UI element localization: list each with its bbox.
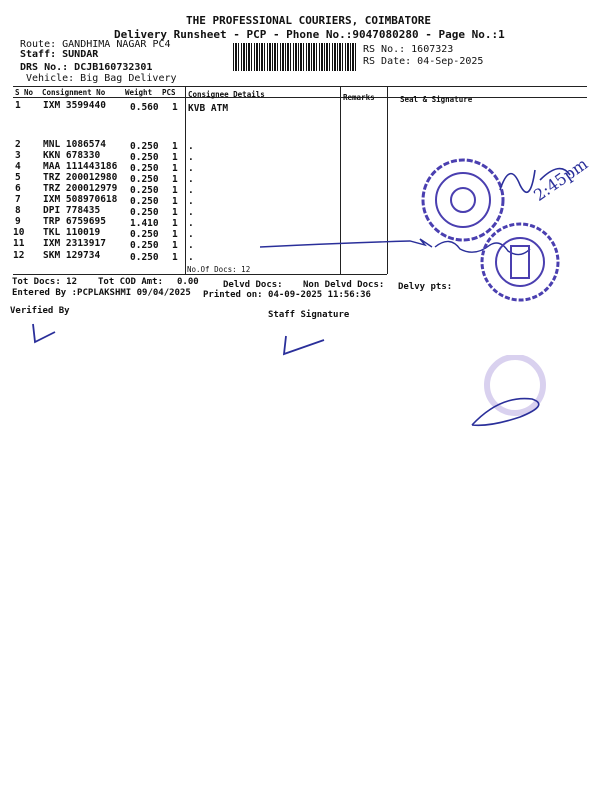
delvy-pts: Delvy pts: (398, 282, 453, 292)
row-details: . (188, 240, 194, 251)
row-pcs: 1 (172, 229, 178, 240)
table-header-border (13, 97, 587, 98)
row-sno: 3 (15, 150, 21, 161)
row-details: . (188, 141, 194, 152)
row-weight: 0.250 (130, 174, 159, 185)
row-sno: 4 (15, 161, 21, 172)
row-pcs: 1 (172, 196, 178, 207)
route-label: Route: GANDHIMA NAGAR PC4 (20, 39, 171, 50)
row-details: . (188, 185, 194, 196)
row-weight: 0.250 (130, 152, 159, 163)
company-name: THE PROFESSIONAL COURIERS, COIMBATORE (186, 14, 432, 27)
row-weight: 0.250 (130, 163, 159, 174)
row-sno: 7 (15, 194, 21, 205)
row-pcs: 1 (172, 102, 178, 113)
col-pcs: PCS (162, 88, 176, 97)
handwritten-time: 2:45pm (530, 154, 592, 205)
row-sno: 12 (13, 250, 25, 261)
row-pcs: 1 (172, 174, 178, 185)
row-pcs: 1 (172, 141, 178, 152)
row-consignment: IXM 508970618 (43, 194, 118, 205)
col-consignment: Consignment No (42, 88, 106, 97)
row-pcs: 1 (172, 240, 178, 251)
row-consignment: KKN 678330 (43, 150, 101, 161)
entered-by: Entered By :PCPLAKSHMI 09/04/2025 (12, 288, 191, 298)
tot-docs: Tot Docs: 12 (12, 277, 78, 287)
col-sno: S No (15, 88, 34, 97)
delvd-docs: Delvd Docs: (223, 280, 283, 290)
no-of-docs: No.Of Docs: 12 (187, 265, 251, 274)
row-consignment: IXM 2313917 (43, 238, 106, 249)
row-weight: 1.410 (130, 218, 159, 229)
barcode (233, 43, 358, 71)
rs-date: RS Date: 04-Sep-2025 (363, 56, 484, 67)
vehicle-label: Vehicle: Big Bag Delivery (26, 73, 177, 84)
tot-cod-value: 0.00 (177, 277, 199, 287)
row-sno: 8 (15, 205, 21, 216)
drs-label: DRS No.: DCJB160732301 (20, 62, 153, 73)
row-sno: 6 (15, 183, 21, 194)
row-consignment: MAA 111443186 (43, 161, 118, 172)
row-weight: 0.560 (130, 102, 159, 113)
row-weight: 0.250 (130, 141, 159, 152)
staff-signature-label: Staff Signature (268, 310, 350, 320)
row-details: KVB ATM (188, 103, 229, 114)
row-sno: 10 (13, 227, 25, 238)
row-pcs: 1 (172, 207, 178, 218)
table-top-border (13, 86, 587, 87)
row-consignment: SKM 129734 (43, 250, 101, 261)
row-weight: 0.250 (130, 196, 159, 207)
rs-number: RS No.: 1607323 (363, 44, 454, 55)
row-details: . (188, 174, 194, 185)
verified-by: Verified By (10, 306, 70, 316)
verified-tick-mark (25, 320, 65, 350)
row-pcs: 1 (172, 185, 178, 196)
staff-label: Staff: SUNDAR (20, 49, 99, 60)
row-weight: 0.250 (130, 207, 159, 218)
col-weight: Weight (125, 88, 153, 97)
row-consignment: TKL 110019 (43, 227, 101, 238)
row-weight: 0.250 (130, 185, 159, 196)
row-consignment: TRZ 200012979 (43, 183, 118, 194)
seal-stamp (478, 220, 563, 305)
row-pcs: 1 (172, 152, 178, 163)
row-weight: 0.250 (130, 240, 159, 251)
row-consignment: TRZ 200012980 (43, 172, 118, 183)
row-sno: 1 (15, 100, 21, 111)
row-details: . (188, 229, 194, 240)
row-details: . (188, 163, 194, 174)
printed-on: Printed on: 04-09-2025 11:56:36 (203, 290, 371, 300)
row-sno: 2 (15, 139, 21, 150)
row-details: . (188, 152, 194, 163)
row-consignment: TRP 6759695 (43, 216, 106, 227)
col-seal-signature: Seal & Signature (400, 95, 473, 104)
tot-cod-amt: Tot COD Amt: (98, 277, 164, 287)
row-pcs: 1 (172, 163, 178, 174)
row-details: . (188, 196, 194, 207)
non-delvd-docs: Non Delvd Docs: (303, 280, 385, 290)
row-details: . (188, 207, 194, 218)
row-weight: 0.250 (130, 252, 159, 263)
runsheet-subtitle: Delivery Runsheet - PCP - Phone No.:9047080280 - Page No.:1 (114, 28, 505, 41)
row-consignment: IXM 3599440 (43, 100, 106, 111)
row-sno: 5 (15, 172, 21, 183)
col-consignee: Consignee Details (188, 90, 265, 99)
staff-signature-mark (278, 332, 338, 362)
row-details: . (188, 252, 194, 263)
faint-stamp (460, 355, 560, 435)
col-remarks: Remarks (343, 93, 375, 102)
row-pcs: 1 (172, 218, 178, 229)
column-divider (185, 86, 186, 274)
row-pcs: 1 (172, 252, 178, 263)
row-consignment: DPI 778435 (43, 205, 101, 216)
row-sno: 11 (13, 238, 25, 249)
row-details: . (188, 218, 194, 229)
row-weight: 0.250 (130, 229, 159, 240)
row-sno: 9 (15, 216, 21, 227)
row-consignment: MNL 1086574 (43, 139, 106, 150)
